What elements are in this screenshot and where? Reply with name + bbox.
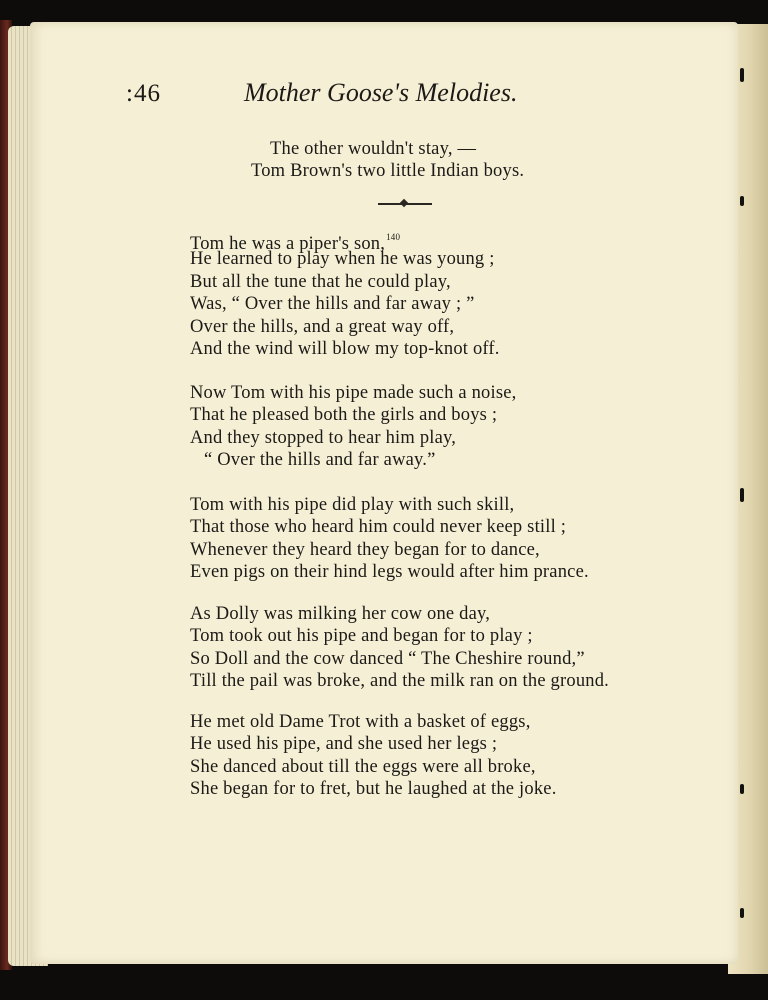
footnote-reference: 140 (386, 232, 401, 242)
verse-line: As Dolly was milking her cow one day, (190, 604, 491, 624)
verse-line: She began for to fret, but he laughed at the joke. (190, 779, 557, 800)
verse-line: So Doll and the cow danced “ The Cheshire round,” (190, 648, 585, 669)
continued-line: The other wouldn't stay, — (270, 139, 477, 159)
verse-line: That those who heard him could never keep still ; (190, 517, 567, 538)
verse-line: Now Tom with his pipe made such a noise, (190, 383, 517, 403)
verse-line: Tom took out his pipe and began for to play ; (190, 626, 533, 647)
continued-line: Tom Brown's two little Indian boys. (251, 161, 525, 181)
page-number: :46 (126, 80, 161, 107)
verse-line: Over the hills, and a great way off, (190, 316, 455, 337)
running-title: Mother Goose's Melodies. (244, 78, 518, 107)
verse-line: He learned to play when he was young ; (190, 249, 495, 270)
verse-line: He met old Dame Trot with a basket of eggs, (190, 712, 531, 732)
stanza-3 (190, 494, 589, 584)
stanza-4 (190, 603, 609, 693)
verse-line (190, 226, 500, 254)
verse-line: Even pigs on their hind legs would after him prance. (190, 562, 589, 583)
page-header (126, 76, 556, 116)
stanza-2 (190, 382, 516, 472)
verse-line-text: Tom he was a piper's son, (190, 234, 386, 254)
verse-line: Till the pail was broke, and the milk ran on the ground. (190, 671, 609, 692)
verse-line: She danced about till the eggs were all broke, (190, 756, 536, 777)
stanza-1 (190, 226, 500, 360)
verse-line: And the wind will blow my top-knot off. (190, 338, 500, 359)
verse-line: Whenever they heard they began for to dance, (190, 539, 540, 560)
verse-line: Tom with his pipe did play with such skill, (190, 495, 515, 515)
verse-line: But all the tune that he could play, (190, 271, 451, 292)
section-divider-ornament (378, 203, 432, 205)
verse-line: That he pleased both the girls and boys ; (190, 405, 498, 426)
stanza-5 (190, 711, 557, 801)
verse-line: “ Over the hills and far away.” (204, 450, 436, 471)
verse-line: Was, “ Over the hills and far away ; ” (190, 294, 475, 315)
verse-line: And they stopped to hear him play, (190, 427, 457, 448)
verse-line: He used his pipe, and she used her legs ; (190, 734, 498, 755)
